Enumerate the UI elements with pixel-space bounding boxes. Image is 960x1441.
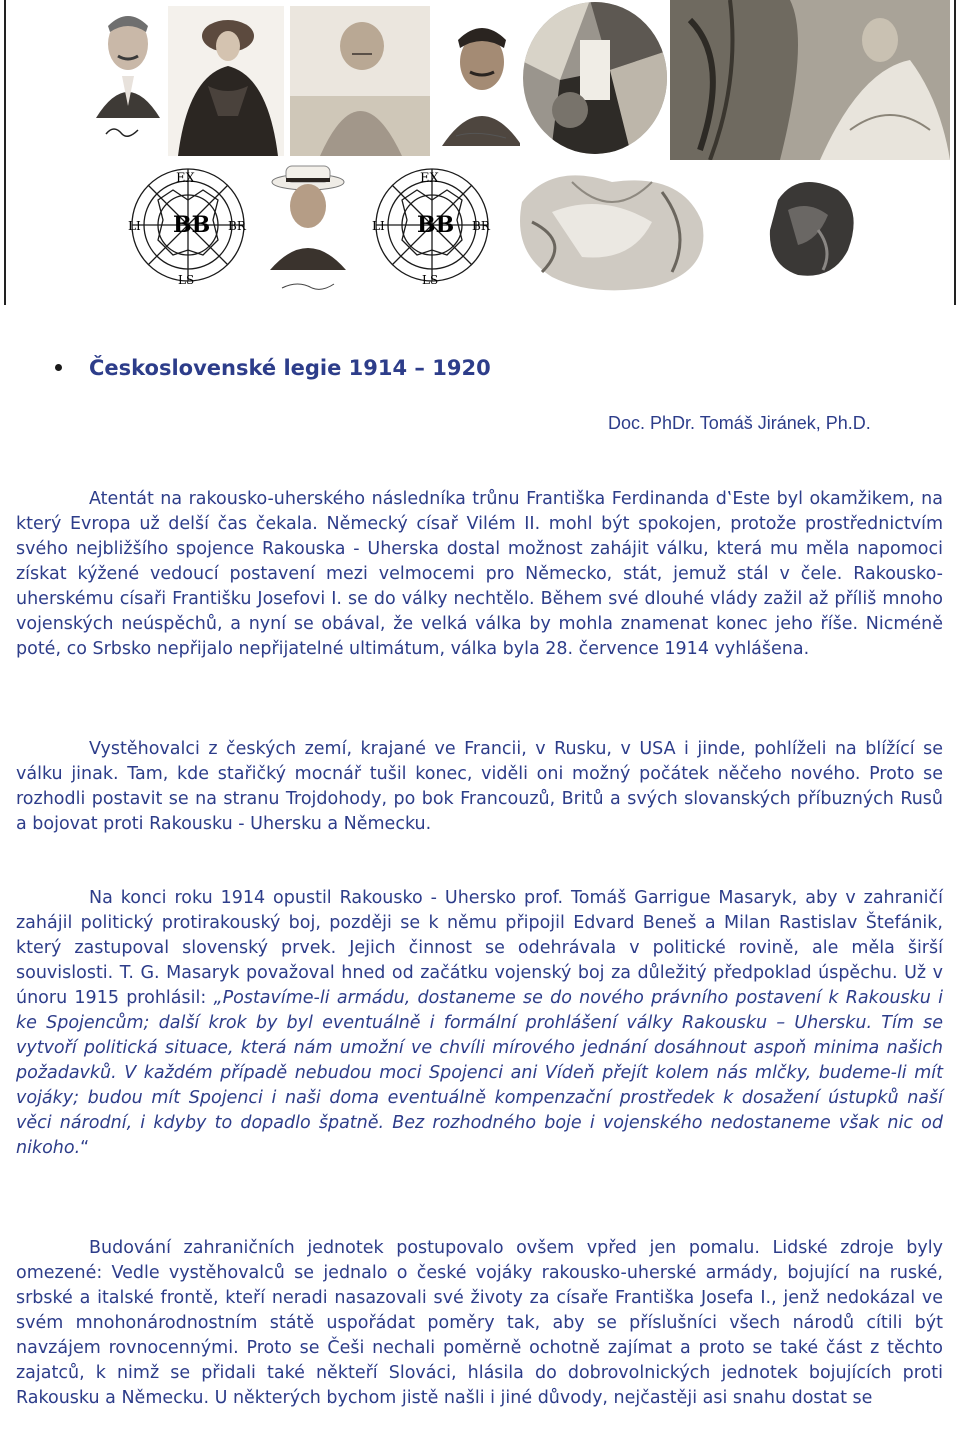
portrait-bald-man bbox=[290, 6, 430, 156]
svg-text:LS: LS bbox=[178, 273, 195, 287]
article-heading: Československé legie 1914 – 1920 bbox=[89, 356, 491, 380]
portrait-man-hat bbox=[262, 160, 354, 300]
page-border-right bbox=[954, 0, 956, 305]
quote-closing-mark: “ bbox=[80, 1138, 90, 1158]
portrait-kupka bbox=[88, 6, 168, 156]
article-paragraph-4 bbox=[16, 1236, 943, 1411]
svg-text:BR: BR bbox=[228, 219, 246, 233]
svg-text:BB: BB bbox=[417, 212, 455, 238]
portrait-soldier bbox=[436, 6, 528, 156]
masaryk-quote: „Postavíme-li armádu, dostaneme se do nového právního postavení k Rakousku i ke Spojencům; další krok by byl eventuálně i formální prohlášení války Rakousku – Uhersku. Tím se vytvoří politická situace, která nám umožní ve chvíli mírového jednání dosáhnout aspoň minima našich požadavků. V každém případě nebudou moci Spojenci ani Vídeň přejít kolem nás mlčky, budeme-li mít vojáky; budou mít Spojenci i naši doma eventuálně kompenzační prostředek k dosažení ústupků naší věci národní, i kdyby to dopadlo špatně. Bez rozhodného boje i vojenského nedostaneme však nic od nikoho. bbox=[16, 988, 943, 1158]
paragraph-1-text: Atentát na rakousko-uherského následníka trůnu Františka Ferdinanda d‛Este byl okamžikem, na který Evropa už delší čas čekala. Německý císař Vilém II. mohl být spokojen, protože prostřednictvím svého nejbližšího spojence Rakouska - Uherska dostal možnost zahájit válku, která mu měla napomoci získat kýžené vedoucí postavení mezi velmocemi pro Německo, stát, jemuž stál v čele. Rakousko-uherskému císaři Františku Josefovi I. se do války nechtělo. Během své dlouhé vlády zažil až příliš mnoho vojenských neúspěchů, a nyní se obával, že velká válka by mohla znamenat konec jeho říše. Nicméně poté, co Srbsko nepřijalo nepřijatelné ultimátum, válka byla 28. července 1914 vyhlášena. bbox=[16, 489, 943, 659]
paragraph-3-text: Na konci roku 1914 opustil Rakousko - Uhersko prof. Tomáš Garrigue Masaryk, aby v zahraničí zahájil politický protirakouský boj, později se k němu připojil Edvard Beneš a Milan Rastislav Štefánik, který zastupoval slovenský prvek. Jejich činnost se odehrávala v politické rovině, ale měla širší souvislosti. T. G. Masaryk považoval hned od začátku vojenský boj za důležitý předpoklad úspěchu. Už v únoru 1915 prohlásil: bbox=[16, 888, 943, 1008]
bullet-icon bbox=[55, 364, 62, 371]
article-paragraph-2 bbox=[16, 737, 943, 837]
svg-text:BB: BB bbox=[173, 212, 211, 238]
page-border-left bbox=[4, 0, 6, 305]
abstract-sketch bbox=[512, 162, 712, 297]
article-paragraph-3 bbox=[16, 886, 943, 1161]
bronze-head-sculpture bbox=[748, 170, 868, 285]
ex-libris-bookplate-1 bbox=[118, 160, 258, 290]
article-paragraph-1 bbox=[16, 487, 943, 662]
portrait-woman-reclining bbox=[168, 6, 284, 156]
ex-libris-bookplate-2 bbox=[362, 160, 502, 290]
article-author: Doc. PhDr. Tomáš Jiránek, Ph.D. bbox=[608, 413, 871, 433]
paragraph-4-text: Budování zahraničních jednotek postupovalo ovšem vpřed jen pomalu. Lidské zdroje byly omezené: Vedle vystěhovalců se jednalo o české vojáky rakousko-uherské armády, bojující na ruské, srbské a italské frontě, kteří neradi nasazovali své životy za císaře Františka Josefa I., jenž nedokázal ve svém mnohonárodnostním státě uspořádat poměry tak, aby se příslušníci všech národů cítili být navzájem rovnocennými. Proto se Češi nechali poměrně ochotně zajímat a proto se také část z těchto zajatců, k nimž se přidali také někteří Slováci, hlásila do dobrovolnických jednotek bojujících proti Rakousku a Německu. U některých bychom jistě našli i jiné důvody, nejčastěji asi snahu dostat se bbox=[16, 1238, 943, 1408]
svg-text:EX: EX bbox=[420, 171, 439, 186]
svg-text:LI: LI bbox=[372, 219, 385, 233]
cubist-painting bbox=[520, 0, 670, 160]
svg-text:BR: BR bbox=[472, 219, 490, 233]
svg-text:EX: EX bbox=[176, 171, 195, 186]
header-image-collage bbox=[0, 0, 960, 305]
art-nouveau-woman-painting bbox=[670, 0, 950, 160]
paragraph-2-text: Vystěhovalci z českých zemí, krajané ve Francii, v Rusku, v USA i jinde, pohlíželi na blížící se válku jinak. Tam, kde stařičký mocnář tušil konec, viděli oni možný počátek něčeho nového. Proto se rozhodli postavit se na stranu Trojdohody, po bok Francouzů, Britů a svých slovanských příbuzných Rusů a bojovat proti Rakousku - Uhersku a Německu. bbox=[16, 739, 943, 834]
svg-text:LI: LI bbox=[128, 219, 141, 233]
svg-text:LS: LS bbox=[422, 273, 439, 287]
